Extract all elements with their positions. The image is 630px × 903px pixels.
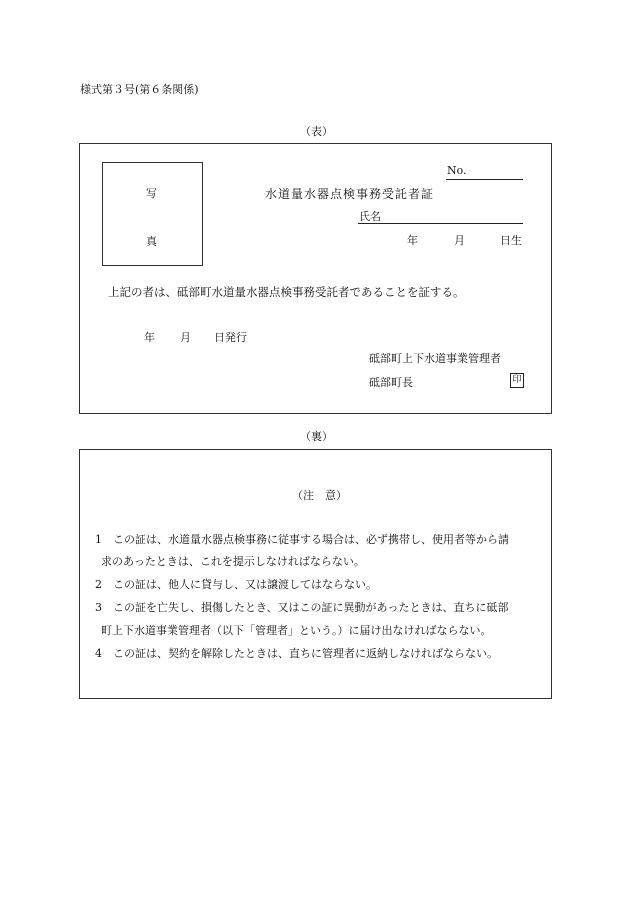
note-3-line-1: 3 この証を亡失し、損傷したとき、又はこの証に異動があったときは、直ちに砥部 [95,601,509,614]
birth-day-label: 日生 [500,234,522,247]
note-4: 4 この証は、契約を解除したときは、直ちに管理者に返納しなければならない。 [95,647,498,660]
front-card [79,143,552,414]
birth-year-label: 年 [407,234,418,247]
note-1-line-2: 求のあったときは、これを提示しなければならない。 [101,555,365,568]
number-field-line [446,179,523,180]
issue-month-label: 月 [180,331,191,344]
certificate-title: 水道量水器点検事務受託者証 [265,187,435,201]
form-number-label: 様式第３号(第６条関係) [80,83,199,96]
name-field-line [358,223,523,224]
issue-year-label: 年 [144,331,155,344]
front-side-label: （表） [300,125,333,138]
issuer-line-1: 砥部町上下水道事業管理者 [369,352,501,365]
photo-box [102,162,203,266]
photo-label-top: 写 [146,187,157,200]
note-1-line-1: 1 この証は、水道量水器点検事務に従事する場合は、必ず携帯し、使用者等から請 [95,533,509,546]
number-label: No. [447,164,467,177]
back-card [79,449,552,699]
name-label: 氏名 [359,210,381,223]
birth-month-label: 月 [454,234,465,247]
photo-label-bottom: 真 [146,235,157,248]
note-2: 2 この証は、他人に貸与し、又は譲渡してはならない。 [95,578,377,591]
issue-day-label: 日発行 [214,331,247,344]
note-3-line-2: 町上下水道事業管理者（以下「管理者」という。）に届け出なければならない。 [101,624,492,637]
certification-statement: 上記の者は、砥部町水道量水器点検事務受託者であることを証する。 [108,285,465,299]
seal-mark: 印 [510,373,524,388]
notes-title: （注 意） [292,489,347,502]
issuer-line-2: 砥部町長 [369,376,413,389]
back-side-label: （裏） [300,430,333,443]
